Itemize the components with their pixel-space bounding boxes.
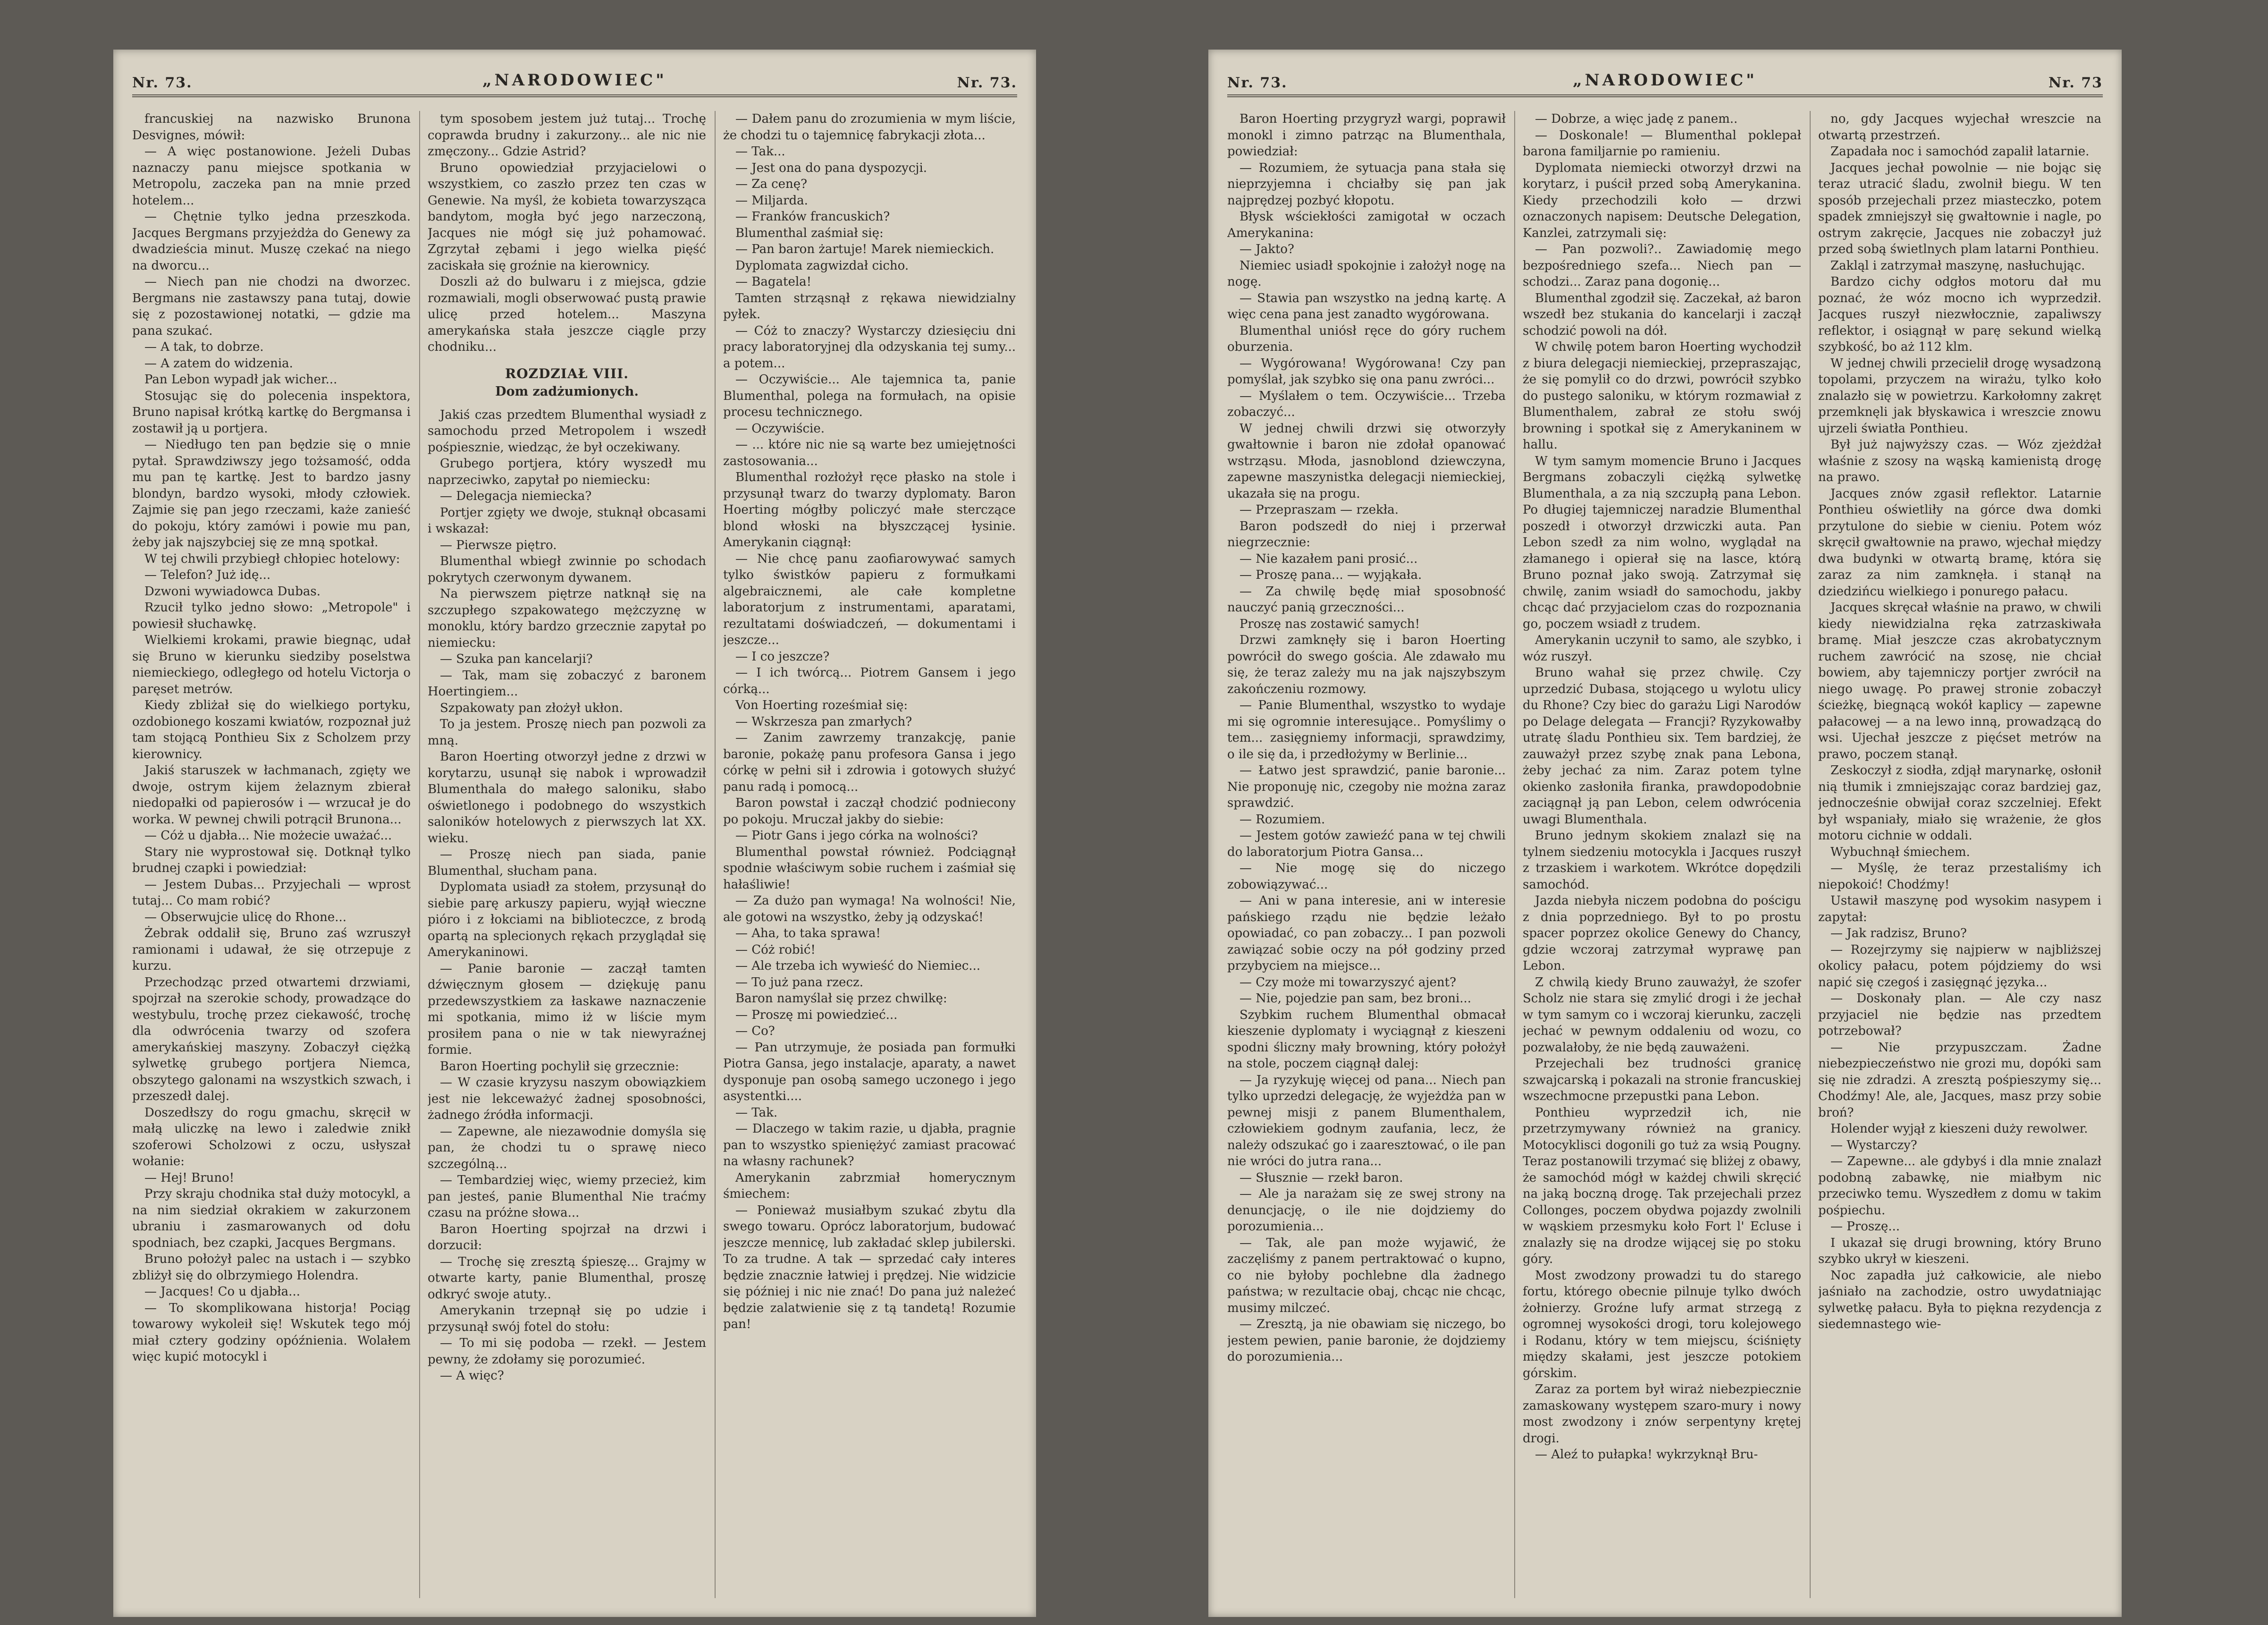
paragraph: Jacques jechał powolnie — nie bojąc się teraz utracić śladu, zwolnił biegu. W ten sposób przejechali przez miasteczko, potem spadek zmniejszył się gwałtownie i nagle, po ostrym zakręcie, Jacques nie zobaczył już przed sobą świetlnych plam latarni Ponthieu.: [1818, 161, 2101, 256]
paragraph: Żebrak oddalił się, Bruno zaś wzruszył ramionami i udawał, że się otrzepuje z kurzu.: [132, 926, 411, 973]
paragraph: — Za dużo pan wymaga! Na wolności! Nie, ale gotowi na wszystko, żeby ją odzyskać!: [723, 894, 1016, 924]
paragraph: Ponthieu wyprzedził ich, nie przetrzymywany również na granicy. Motocyklisci dogonili go tuż za wsią Pougny. Teraz postanowili trzymać się bliżej z obawy, że samochód mógł w każdej chwili skręcić na jaką boczną drogę. Tak przejechali przez Collonges, poczem obydwa pojazdy zwolnili w wąskiem przesmyku koło Fort l' Ecluse i znalazły się na drodze wijącej się po stoku góry.: [1523, 1105, 1801, 1266]
issue-number: Nr. 73.: [1227, 75, 1288, 91]
paragraph: — Jak radzisz, Bruno?: [1830, 926, 1967, 940]
paragraph: Jacques znów zgasił reflektor. Latarnie Ponthieu oświetliły na górce dwa domki przytulone do siebie w cieniu. Potem wóz skręcił gwałtownie na prawo, wjechał między dwa budynki w otwartą bramę, która się zaraz za nim zamknęła. i stanął na dziedzińcu wielkiego i ponurego pałacu.: [1818, 486, 2101, 599]
paragraph: tym sposobem jestem już tutaj... Trochę coprawda brudny i zakurzony... ale nic nie zmęczony... Gdzie Astrid?: [428, 112, 706, 159]
paragraph: — Myślę, że teraz przestaliśmy ich niepokoić! Chodźmy!: [1818, 861, 2101, 892]
paragraph: — Cóż u djabła... Nie możecie uważać...: [144, 829, 392, 843]
text-column-1: [132, 111, 411, 1598]
paragraph: — Zanim zawrzemy tranzakcję, panie baronie, pokażę panu profesora Gansa i jego córkę w pełni sił i zdrowia i gotowych służyć panu radą i pomocą...: [723, 731, 1016, 794]
paragraph: — ... które nic nie są warte bez umiejętności zastosowania...: [723, 438, 1016, 468]
paragraph: Dzwoni wywiadowca Dubas.: [144, 584, 321, 599]
paragraph: Portjer zgięty we dwoje, stuknął obcasami i wskazał:: [428, 505, 706, 536]
paragraph: — Delegacja niemiecka?: [440, 489, 592, 503]
paragraph: — Jestem Dubas... Przyjechali — wprost tutaj... Co mam robić?: [132, 877, 411, 908]
paragraph: — Ale trzeba ich wywieść do Niemiec...: [735, 959, 981, 973]
issue-number: Nr. 73: [2048, 75, 2103, 91]
paragraph: Zapadała noc i samochód zapalił latarnie.: [1830, 144, 2090, 159]
paragraph: Doszedłszy do rogu gmachu, skręcił w małą uliczkę na lewo i zaledwie znikł szoferowi Scholzowi z oczu, usłyszał wołanie:: [132, 1105, 411, 1168]
paragraph: — Proszę...: [1830, 1219, 1900, 1234]
paragraph: Baron Hoerting przygryzł wargi, poprawił monokl i zimno patrząc na Blumenthala, powiedział:: [1227, 112, 1506, 159]
paragraph: Doszli aż do bulwaru i z miejsca, gdzie rozmawiali, mogli obserwować pustą prawie ulicę przed hotelem... Maszyna amerykańska stała jeszcze ciągle przy chodniku...: [428, 275, 706, 354]
paragraph: Blumenthal zaśmiał się:: [735, 226, 884, 240]
paragraph: Blumenthal rozłożył ręce płasko na stole i przysunął twarz do twarzy dyplomaty. Baron Hoerting mógłby policzyć małe sterczące blond włoski na błyszczącej łysinie. Amerykanin ciągnął:: [723, 470, 1016, 550]
paragraph: — Przepraszam — rzekła.: [1239, 503, 1399, 517]
paragraph: — Jacques! Co u djabła...: [144, 1285, 300, 1299]
paragraph: Most zwodzony prowadzi tu do starego fortu, którego obecnie pilnuje tylko dwóch żołnierzy. Groźne lufy armat strzegą z ogromnej wysokości drogi, toru kolejowego i Rodanu, który w tem miejscu, ściśnięty między skałami, jest jeszcze potokiem górskim.: [1523, 1268, 1801, 1380]
paragraph: — Panie baronie — zaczął tamten dźwięcznym głosem — dziękuję panu przedewszystkiem za łaskawe naznaczenie mi spotkania, mimo iż w liście mym prosiłem pana o nie w tak niewyraźnej formie.: [428, 961, 706, 1057]
paragraph: W jednej chwili przecielił drogę wysadzoną topolami, przyczem na wirażu, tylko koło znalazło się w powietrzu. Karkołomny zakręt przemknęli jak błyskawica i wreszcie znowu ujrzeli światła Ponthieu.: [1818, 356, 2101, 436]
paragraph: W chwilę potem baron Hoerting wychodził z biura delegacji niemieckiej, przepraszając, że się pomylił co do drzwi, powrócił szybko do pustego saloniku, w którym rozmawiał z Blumenthalem, zabrał ze stołu swój browning i spotkał się z Amerykaninem w hallu.: [1523, 340, 1801, 452]
paragraph: — Pierwsze piętro.: [440, 538, 557, 552]
paragraph: — Szuka pan kancelarji?: [440, 652, 593, 666]
paragraph: — A więc postanowione. Jeżeli Dubas naznaczy panu miejsce spotkania w Metropolu, zaczeka pan na mnie przed hotelem...: [132, 144, 411, 208]
paragraph: — Panie Blumenthal, wszystko to wydaje mi się ogromnie interesujące.. Pomyślimy o tem... zasięgniemy informacji, sprawdzimy, o ile się da, i przedłożymy w Berlinie...: [1227, 698, 1506, 762]
paragraph: Szpakowaty pan złożył ukłon.: [440, 701, 623, 715]
paragraph: — Jestem gotów zawieźć pana w tej chwili do laboratorjum Piotra Gansa...: [1227, 829, 1506, 859]
issue-number: Nr. 73.: [957, 75, 1017, 91]
paragraph: W tej chwili przybiegł chłopiec hotelowy:: [144, 551, 400, 566]
paragraph: — Trochę się zresztą śpieszę... Grajmy w otwarte karty, panie Blumenthal, proszę odkryć swoje atuty..: [428, 1254, 706, 1302]
paragraph: — Miljarda.: [735, 193, 808, 208]
paragraph: — Telefon? Już idę...: [144, 568, 271, 582]
paragraph: Przy skraju chodnika stał duży motocykl, a na nim siedział okrakiem w zakurzonem ubraniu i zasmarowanych od dołu spodniach, bez czapki, Jacques Bergmans.: [132, 1187, 411, 1250]
paragraph: — Zapewne, ale niezawodnie domyśla się pan, że chodzi tu o sprawę nieco szczególną...: [428, 1124, 706, 1171]
paragraph: Bruno położył palec na ustach i — szybko zbliżył się do olbrzymiego Holendra.: [132, 1252, 411, 1283]
paragraph: — Co?: [735, 1024, 775, 1038]
paragraph: Tamten strząsnął z rękawa niewidzialny pyłek.: [723, 291, 1016, 322]
paragraph: Na pierwszem piętrze natknął się na szczupłego szpakowatego mężczyznę w monoklu, który bardzo grzecznie zapytał po niemiecku:: [428, 587, 706, 650]
paragraph: Jakiś czas przedtem Blumenthal wysiadł z samochodu przed Metropolem i wszedł pośpiesznie, wiedząc, że był oczekiwany.: [428, 407, 706, 455]
paragraph: — A zatem do widzenia.: [144, 356, 293, 371]
paragraph: Baron podszedł do niej i przerwał niegrzecznie:: [1227, 519, 1506, 550]
paragraph: — Zresztą, ja nie obawiam się niczego, bo jestem pewien, panie baronie, że dojdziemy do porozumienia...: [1227, 1317, 1506, 1364]
paragraph: Jacques skręcał właśnie na prawo, w chwili kiedy niewidzialna ręka zatrzaskiwała bramę. Miał jeszcze czas akrobatycznym ruchem zawrócić na szosę, nie chciał bowiem, aby tajemniczy portjer zwrócił na niego uwagę. Po prawej stronie zobaczył ścieżkę, biegnącą wokół kaplicy — zapewne pałacowej — a na lewo inną, prowadzącą do wsi. Ujechał jeszcze z pięćset metrów na prawo, poczem stanął.: [1818, 601, 2101, 762]
paragraph: — Bagatela!: [735, 275, 812, 289]
paragraph: — Franków francuskich?: [735, 210, 890, 224]
paragraph: — Chętnie tylko jedna przeszkoda. Jacques Bergmans przyjeżdża do Genewy za dwadzieścia minut. Muszę czekać na niego na dworcu...: [132, 210, 411, 273]
paragraph: — Rozumiem.: [1239, 812, 1325, 827]
paragraph: — Proszę niech pan siada, panie Blumenthal, słucham pana.: [428, 847, 706, 878]
paragraph: no, gdy Jacques wyjechał wreszcie na otwartą przestrzeń.: [1818, 112, 2101, 143]
paragraph: — To już pana rzecz.: [735, 975, 863, 990]
paragraph: Blumenthal wbiegł zwinnie po schodach pokrytych czerwonym dywanem.: [428, 554, 706, 585]
paragraph: Noc zapadła już całkowicie, ale niebo jaśniało na zachodzie, ostro uwydatniając sylwetkę pałacu. Była to piękna rezydencja z siedemnastego wie-: [1818, 1268, 2101, 1331]
paragraph: — Cóż to znaczy? Wystarczy dziesięciu dni pracy laboratoryjnej dla odzyskania tej sumy... a potem...: [723, 323, 1016, 371]
paragraph: Zakląl i zatrzymał maszynę, nasłuchując.: [1830, 258, 2085, 273]
paragraph: — Ani w pana interesie, ani w interesie pańskiego rządu nie będzie leżało opowiadać, co pan zobaczy... I pan pozwoli zawiązać sobie oczy na pół godziny przed przybyciem na miejsce...: [1227, 894, 1506, 973]
paragraph: — Rozejrzymy się najpierw w najbliższej okolicy pałacu, potem pójdziemy do wsi napić się czegoś i zasięgnąć języka...: [1818, 942, 2101, 990]
paragraph: — Ja ryzykuję więcej od pana... Niech pan tylko uprzedzi delegację, że wyjeżdża pan w pewnej misji z panem Blumenthalem, człowiekiem godnym zaufania, lecz, że należy odszukać go i zaaresztować, o ile pan nie wróci do jutra rana...: [1227, 1073, 1506, 1168]
paragraph: Dyplomata niemiecki otworzył drzwi na korytarz, i puścił przed sobą Amerykanina. Kiedy przechodzili koło — drzwi oznaczonych napisem: Deutsche Delegation, Kanzlei, zatrzymali się:: [1523, 161, 1801, 240]
paragraph: Wielkiemi krokami, prawie biegnąc, udał się Bruno w kierunku siedziby poselstwa niemieckiego, odległego od hotelu Victorja o paręset metrów.: [132, 633, 411, 696]
paragraph: — Dobrze, a więc jadę z panem..: [1535, 112, 1738, 126]
paragraph: Błysk wściekłości zamigotał w oczach Amerykanina:: [1227, 210, 1506, 240]
paragraph: — Za cenę?: [735, 177, 808, 191]
paragraph: — To mi się podoba — rzekł. — Jestem pewny, że zdołamy się porozumieć.: [428, 1336, 706, 1367]
paragraph: Pan Lebon wypadł jak wicher...: [144, 372, 337, 387]
paragraph: Stary nie wyprostował się. Dotknął tylko brudnej czapki i powiedział:: [132, 845, 411, 875]
paragraph: Przechodząc przed otwartemi drzwiami, spojrzał na szerokie schody, prowadzące do westybulu, trochę przez ciekawość, trochę dla odwrócenia twarzy od szofera amerykańskiej maszyny. Zobaczył ciężką sylwetkę grubego portjera Niemca, obszytego galonami na wszystkich szwach, i przeszedł dalej.: [132, 975, 411, 1103]
paragraph: — I co jeszcze?: [735, 649, 830, 664]
paragraph: Był już najwyższy czas. — Wóz zjeżdżał właśnie z szosy na wąską kamienistą drogę na prawo.: [1818, 438, 2101, 484]
paragraph: — Rozumiem, że sytuacja pana stała się nieprzyjemna i chciałby się pan jak najprędzej pozbyć kłopotu.: [1227, 161, 1506, 208]
paragraph: Zeskoczył z siodła, zdjął marynarkę, osłonił nią tłumik i zmniejszając coraz bardziej gaz, jednocześnie obwijał coraz szczelniej. Efekt był wspaniały, miało się wrażenie, że głos motoru cichnie w oddali.: [1818, 763, 2101, 843]
paragraph: — To skomplikowana historja! Pociąg towarowy wykoleił się! Wskutek tego mój miał cztery godziny opóźnienia. Wolałem więc kupić motocykl i: [132, 1301, 411, 1364]
paragraph: — Słusznie — rzekł baron.: [1239, 1170, 1403, 1185]
column-divider: [1810, 111, 1811, 1598]
paragraph: Bardzo cichy odgłos motoru dał mu poznać, że wóz mocno ich wyprzedził. Jacques ruszył niezwłocznie, zapaliwszy reflektor, i osiągnął w parę sekund wielką szybkość, bo aż 112 klm.: [1818, 275, 2101, 354]
paragraph: — Cóż robić!: [735, 942, 816, 957]
paragraph: — Jest ona do pana dyspozycji.: [735, 161, 927, 175]
paragraph: — Nie kazałem pani prosić...: [1239, 551, 1418, 566]
text-column-2: [1523, 111, 1801, 1598]
paragraph: Baron powstał i zaczął chodzić podniecony po pokoju. Mruczał jakby do siebie:: [723, 796, 1016, 827]
column-divider: [1514, 111, 1515, 1598]
paragraph: — Proszę mi powiedzieć...: [735, 1007, 898, 1022]
chapter-title: ROZDZIAŁ VIII.: [505, 365, 629, 381]
paragraph: — Ale ja narażam się ze swej strony na denuncjację, o ile nie dojdziemy do porozumienia...: [1227, 1187, 1506, 1234]
paragraph: — Aleź to pułapka! wykrzyknął Bru-: [1535, 1447, 1758, 1462]
chapter-subtitle: Dom zadżumionych.: [495, 384, 639, 399]
paragraph: Niemiec usiadł spokojnie i założył nogę na nogę.: [1227, 258, 1506, 289]
paragraph: Baron Hoerting otworzył jedne z drzwi w korytarzu, usunął się nabok i wprowadził Blumenthala do małego saloniku, słabo oświetlonego i podobnego do wszystkich saloników hotelowych z pierwszych lat XX. wieku.: [428, 750, 706, 846]
paragraph: — A tak, to dobrze.: [144, 340, 264, 354]
paragraph: Von Hoerting roześmiał się:: [735, 698, 908, 712]
paragraph: Baron Hoerting spojrzał na drzwi i dorzucił:: [428, 1222, 706, 1253]
paragraph: Z chwilą kiedy Bruno zauważył, że szofer Scholz nie stara się zmylić drogi i że jechał w tym samym co i wczoraj kierunku, zaczęli jechać w pewnym oddaleniu od wozu, co pozwalałoby, że nie będą zauważeni.: [1523, 975, 1801, 1055]
paragraph: Wybuchnął śmiechem.: [1830, 845, 1970, 859]
paragraph: Stosując się do polecenia inspektora, Bruno napisał krótką kartkę do Bergmansa i zostawił ją u portjera.: [132, 389, 411, 436]
column-divider: [715, 111, 716, 1598]
paragraph: — Wystarczy?: [1830, 1138, 1917, 1152]
paragraph: Przejechali bez trudności granicę szwajcarską i pokazali na stronie francuskiej wszechmocne przepustki pana Lebon.: [1523, 1057, 1801, 1103]
paragraph: — Myślałem o tem. Oczywiście... Trzeba zobaczyć...: [1227, 389, 1506, 419]
masthead-title: „NARODOWIEC": [1573, 71, 1757, 90]
paragraph: Amerykanin zabrzmiał homerycznym śmiechem:: [723, 1170, 1016, 1201]
issue-number: Nr. 73.: [132, 75, 193, 91]
paragraph: Ustawił maszynę pod wysokim nasypem i zapytał:: [1818, 894, 2101, 924]
paragraph: W jednej chwili drzwi się otworzyły gwałtownie i baron nie zdołał opanować wstrząsu. Młoda, jasnoblond dziewczyna, zapewne maszynistka delegacji niemieckiej, ukazała się na progu.: [1227, 421, 1506, 501]
page-header: [1227, 71, 2103, 97]
text-column-3: [1818, 111, 2101, 1598]
paragraph: — Pan utrzymuje, że posiada pan formułki Piotra Gansa, jego instalacje, aparaty, a nawet dysponuje pan osobą samego uczonego i jego asystentki....: [723, 1040, 1016, 1103]
paragraph: Holender wyjął z kieszeni duży rewolwer.: [1830, 1122, 2088, 1136]
paragraph: To ja jestem. Proszę niech pan pozwoli za mną.: [428, 717, 706, 748]
paragraph: — Niedługo ten pan będzie się o mnie pytał. Sprawdziwszy jego tożsamość, odda mu pan tę kartkę. Jest to bardzo jasny blondyn, bardzo wysoki, młody człowiek. Zajmie się pan jego rzeczami, każe zanieść do pokoju, który zamówi i powie mu pan, żeby jak najszybciej się ze mną spotkał.: [132, 438, 411, 550]
paragraph: Baron namyślał się przez chwilkę:: [735, 991, 947, 1006]
paragraph: Amerykanin trzepnął się po udzie i przysunął swój fotel do stołu:: [428, 1303, 706, 1334]
paragraph: — Wskrzesza pan zmarłych?: [735, 714, 912, 729]
paragraph: Drzwi zamknęły się i baron Hoerting powrócił do swego gościa. Ale zdawało mu się, że teraz zależy mu na jak najszybszym zakończeniu rozmowy.: [1227, 633, 1506, 696]
paragraph: Dyplomata zagwizdał cicho.: [735, 258, 909, 273]
paragraph: — Stawia pan wszystko na jedną kartę. A więc cena pana jest zanadto wygórowana.: [1227, 291, 1506, 322]
column-2-part-a: [428, 111, 706, 355]
paragraph: — Ponieważ musiałbym szukać zbytu dla swego towaru. Oprócz laboratorjum, budować jeszcze mennicę, lub zakładać sklep jubilerski. To za trudne. A tak — sprzedać cały interes będzie znacznie łatwiej i prędzej. Nie widzicie się później i nic nie znać! Do pana już należeć będzie zalatwienie się z tą tandetą! Rozumie pan!: [723, 1203, 1016, 1331]
paragraph: — I ich twórcą... Piotrem Gansem i jego córką...: [723, 666, 1016, 696]
paragraph: I ukazał się drugi browning, który Bruno szybko ukrył w kieszeni.: [1818, 1236, 2101, 1266]
paragraph: — Za chwilę będę miał sposobność nauczyć panią grzeczności...: [1227, 584, 1506, 615]
paragraph: — Nie, pojedzie pan sam, bez broni...: [1239, 991, 1472, 1006]
page-header: [132, 71, 1017, 97]
paragraph: Bruno wahał się przez chwilę. Czy uprzedzić Dubasa, stojącego u wylotu ulicy du Rhone? Czy biec do garażu Ligi Narodów po Delage delegata — Francji? Ryzykowałby utratę śladu Ponthieu six. Tem bardziej, że zauważył przez szybę znak pana Lebona, żeby jechać za nim. Zaraz potem tylne okienko zasłoniła firanka, prawdopodobnie zaciągnął ją pan Lebon, celem odwrócenia uwagi Blumenthala.: [1523, 666, 1801, 827]
paragraph: Grubego portjera, który wyszedł mu naprzeciwko, zapytał po niemiecku:: [428, 457, 706, 487]
paragraph: Bruno opowiedział przyjacielowi o wszystkiem, co zaszło przez ten czas w Genewie. Na myśl, że kobieta towarzysząca bandytom, mogła być jego narzeczoną, Jacques nie mógł się już pohamować. Zgrzytał zębami i jego wielka pięść zaciskała się groźnie na kierownicy.: [428, 161, 706, 273]
paragraph: — A więc?: [440, 1369, 504, 1383]
paragraph: — Tembardziej więc, wiemy przecież, kim pan jesteś, panie Blumenthal Nie traćmy czasu na próżne słowa...: [428, 1173, 706, 1220]
paragraph: francuskiej na nazwisko Brunona Desvignes, mówił:: [132, 112, 411, 143]
paragraph: — Hej! Bruno!: [144, 1170, 235, 1185]
paragraph: — Jakto?: [1239, 242, 1294, 256]
paragraph: — Piotr Gans i jego córka na wolności?: [735, 829, 978, 843]
paragraph: — Tak.: [735, 1105, 778, 1120]
paragraph: — Tak...: [735, 144, 785, 159]
left-newspaper-page: [113, 50, 1036, 1617]
paragraph: — Doskonały plan. — Ale czy nasz przyjaciel nie będzie nas przedtem potrzebował?: [1818, 991, 2101, 1038]
paragraph: — Doskonale! — Blumenthal poklepał barona familjarnie po ramieniu.: [1523, 128, 1801, 159]
paragraph: — Niech pan nie chodzi na dworzec. Bergmans nie zastawszy pana tutaj, dowie się z pozostawionej notatki, — gdzie ma pana szukać.: [132, 275, 411, 338]
masthead-title: „NARODOWIEC": [482, 71, 667, 90]
paragraph: Blumenthal powstał również. Podciągnął spodnie właściwym sobie ruchem i zaśmiał się hałaśliwie!: [723, 845, 1016, 892]
paragraph: W tym samym momencie Bruno i Jacques Bergmans zobaczyli ciężką sylwetkę Blumenthala, a za nią szczupłą pana Lebon. Po długiej tajemniczej naradzie Blumenthal poszedł i otworzył drzwiczki auta. Pan Lebon szedł za nim wolno, wyglądał na złamanego i opierał się na lasce, którą Bruno poznał jako swoją. Zatrzymał się chwilę, zanim wsiadł do samochodu, jakby chcąc dać przyjacielom czas do rozpoznania go, poczem wsiadł z trudem.: [1523, 454, 1801, 631]
paragraph: — Aha, to taka sprawa!: [735, 926, 881, 940]
paragraph: — Pan baron żartuje! Marek niemieckich.: [735, 242, 995, 256]
paragraph: — Czy może mi towarzyszyć ajent?: [1239, 975, 1457, 990]
paragraph: Blumenthal uniósł ręce do góry ruchem oburzenia.: [1227, 323, 1506, 354]
paragraph: — Nie przypuszczam. Żadne niebezpieczeństwo nie grozi mu, dopóki sam się nie zdradzi. A zresztą pośpieszymy się... Chodźmy! Ale, ale, Jacques, masz przy sobie broń?: [1818, 1040, 2101, 1120]
paragraph: — Tak, ale pan może wyjawić, że zaczęliśmy z panem pertraktować o kupno, co nie byłoby pochlebne dla żadnego państwa; w rezultacie obaj, chcąc nie chcąc, musimy milczeć.: [1227, 1236, 1506, 1315]
paragraph: — Nie chcę panu zaofiarowywać samych tylko świstków papieru z formułkami algebraicznemi, ale całe kompletne laboratorjum z instrumentami, aparatami, rezultatami doświadczeń, — dokumentami i jeszcze...: [723, 551, 1016, 647]
paragraph: Amerykanin uczynił to samo, ale szybko, i wóz ruszył.: [1523, 633, 1801, 664]
paragraph: — Dałem panu do zrozumienia w mym liście, że chodzi tu o tajemnicę fabrykacji złota...: [723, 112, 1016, 143]
paragraph: — Pan pozwoli?.. Zawiadomię mego bezpośredniego szefa... Niech pan — schodzi... Zaraz pana dogonię...: [1523, 242, 1801, 289]
paragraph: — Tak, mam się zobaczyć z baronem Hoertingiem...: [428, 668, 706, 699]
paragraph: Dyplomata usiadł za stołem, przysunął do siebie parę arkuszy papieru, wyjął wieczne pióro i z łokciami na biblioteczce, z brodą opartą na splecionych rękach przyglądał się Amerykaninowi.: [428, 880, 706, 959]
paragraph: Blumenthal zgodził się. Zaczekał, aż baron wszedł bez stukania do kancelarji i zaczął schodzić powoli na dół.: [1523, 291, 1801, 338]
paragraph: — Oczywiście... Ale tajemnica ta, panie Blumenthal, polega na formułach, na opisie procesu technicznego.: [723, 372, 1016, 419]
paragraph: Jazda niebyła niczem podobna do pościgu z dnia poprzedniego. Był to po prostu spacer poprzez okolice Genewy do Chancy, gdzie wczoraj zatrzymał wyprawę pan Lebon.: [1523, 894, 1801, 973]
paragraph: Kiedy zbliżał się do wielkiego portyku, ozdobionego koszami kwiatów, rozpoznał już tam stojącą Ponthieu Six z Scholzem przy kierownicy.: [132, 698, 411, 762]
text-column-2: [428, 111, 706, 1598]
paragraph: — Wygórowana! Wygórowana! Czy pan pomyślał, jak szybko się ona panu zwróci...: [1227, 356, 1506, 387]
paragraph: — W czasie kryzysu naszym obowiązkiem jest nie lekceważyć żadnej sposobności, żadnego źródła informacji.: [428, 1075, 706, 1122]
paragraph: Proszę nas zostawić samych!: [1239, 617, 1420, 631]
column-2-part-b: [428, 407, 706, 1384]
paragraph: Bruno jednym skokiem znalazł się na tylnem siedzeniu motocykla i Jacques ruszył z trzaskiem i warkotem. Wkrótce dopędzili samochód.: [1523, 829, 1801, 892]
paragraph: Szybkim ruchem Blumenthal obmacał kieszenie dyplomaty i wyciągnął z kieszeni spodni śliczny mały browning, który położył na stole, poczem ciągnął dalej:: [1227, 1007, 1506, 1071]
paragraph: — Łatwo jest sprawdzić, panie baronie... Nie proponuję nic, czegoby nie można zaraz sprawdzić.: [1227, 763, 1506, 810]
text-column-1: [1227, 111, 1506, 1598]
paragraph: — Oczywiście.: [735, 421, 825, 436]
paragraph: Jakiś staruszek w łachmanach, zgięty we dwoje, ostrym kijem żelaznym zbierał niedopałki od papierosów i — wrzucał je do worka. W pewnej chwili potrącił Brunona...: [132, 763, 411, 827]
paragraph: Rzucił tylko jedno słowo: „Metropole" i powiesił słuchawkę.: [132, 601, 411, 631]
paragraph: Zaraz za portem był wiraż niebezpiecznie zamaskowany występem szaro-mury i nowy most zwodzony i znów serpentyny krętej drogi.: [1523, 1382, 1801, 1446]
text-column-3: [723, 111, 1016, 1598]
paragraph: — Zapewne... ale gdybyś i dla mnie znalazł podobną zabawkę, nie miałbym nic przeciwko temu. Wyszedłem z domu w takim pośpiechu.: [1818, 1154, 2101, 1218]
paragraph: — Dlaczego w takim razie, u djabła, pragnie pan to wszystko spieniężyć zamiast pracować na własny rachunek?: [723, 1122, 1016, 1168]
paragraph: — Nie mogę się do niczego zobowiązywać...: [1227, 861, 1506, 892]
paragraph: — Obserwujcie ulicę do Rhone...: [144, 910, 347, 924]
right-newspaper-page: [1208, 50, 2122, 1617]
column-divider: [419, 111, 420, 1598]
paragraph: — Proszę pana... — wyjąkała.: [1239, 568, 1422, 582]
paragraph: Baron Hoerting pochylił się grzecznie:: [440, 1059, 679, 1074]
